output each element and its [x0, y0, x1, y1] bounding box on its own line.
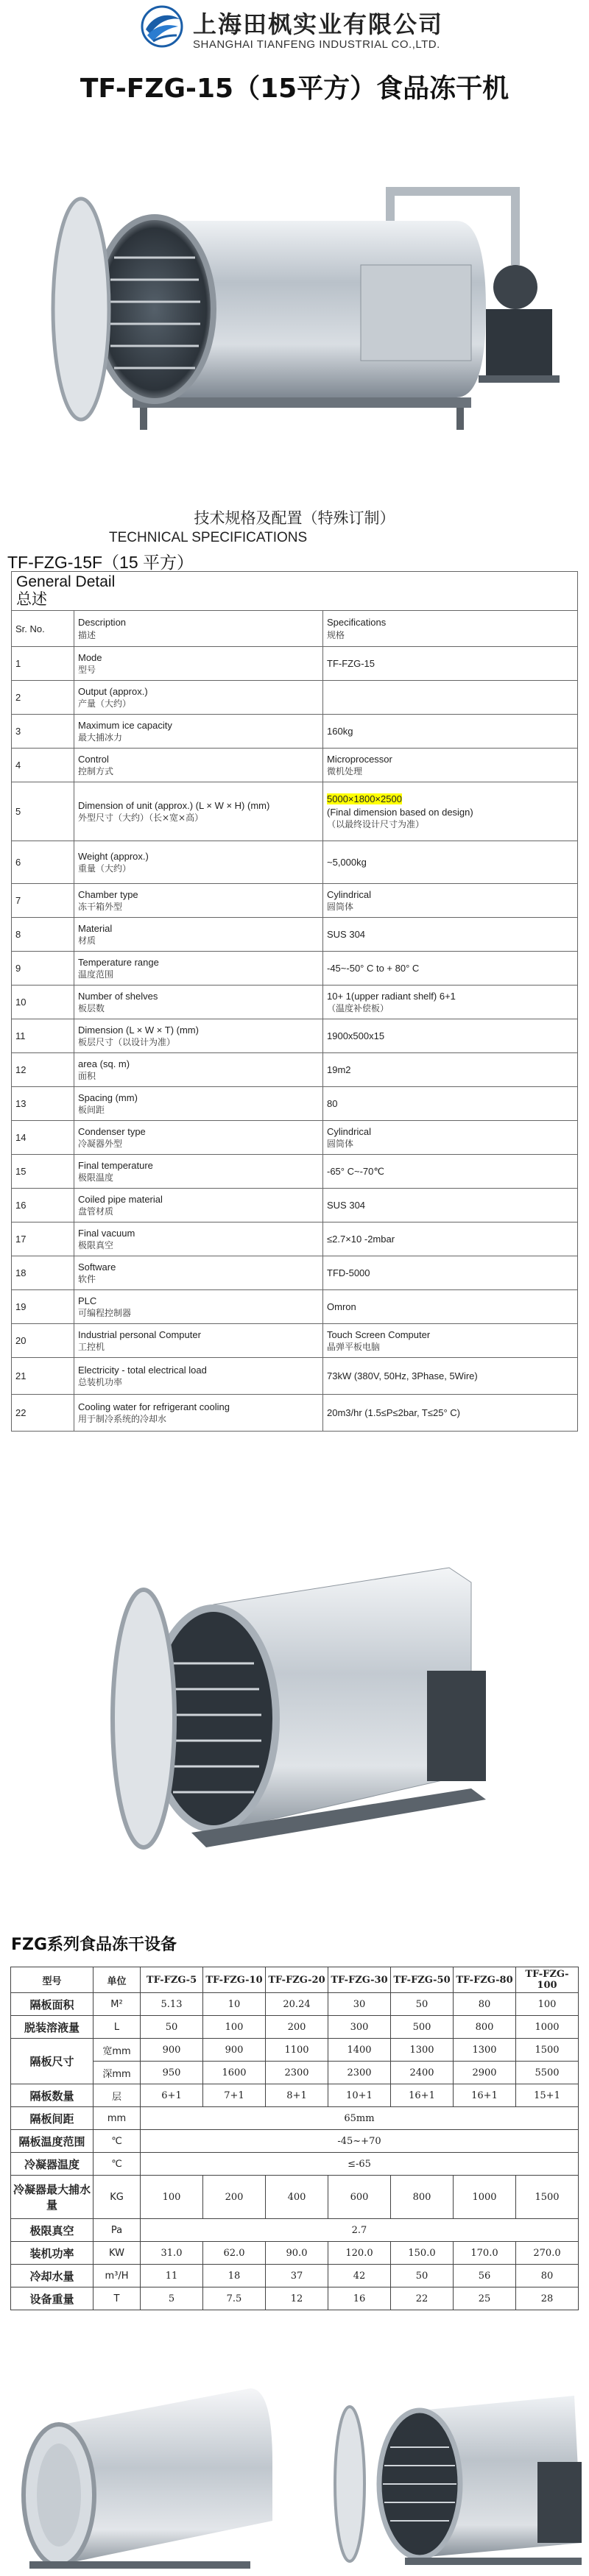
cell: 900 — [203, 2039, 266, 2062]
row-desc-en: Coiled pipe material — [78, 1193, 163, 1205]
row-no: 6 — [12, 841, 74, 884]
cell: 120.0 — [328, 2242, 391, 2265]
general-detail-label-cn: 总述 — [16, 591, 47, 609]
row-spec-en: Touch Screen Computer — [327, 1328, 431, 1340]
dimension-highlight: 5000×1800×2500 — [327, 793, 402, 805]
row-spec: TFD-5000 — [323, 1256, 578, 1290]
row-no: 22 — [12, 1395, 74, 1432]
row-desc — [74, 841, 323, 884]
cell: 100 — [203, 2016, 266, 2039]
model-header: TF-FZG-20 — [266, 1967, 328, 1993]
spec-model-line: TF-FZG-15F（15 平方） — [7, 553, 194, 572]
cell: 1400 — [328, 2039, 391, 2062]
row-label: 设备重量 — [11, 2287, 94, 2310]
row-desc-en: Chamber type — [78, 888, 138, 900]
freeze-dryer-photo-1 — [44, 177, 560, 449]
cell: 200 — [266, 2016, 328, 2039]
row-spec — [323, 1121, 578, 1155]
cell: 900 — [141, 2039, 203, 2062]
row-desc-en: Output (approx.) — [78, 685, 148, 697]
cell: 150.0 — [391, 2242, 454, 2265]
row-no: 4 — [12, 749, 74, 782]
row-desc-en: Software — [78, 1261, 116, 1273]
row-no: 2 — [12, 681, 74, 715]
fzg-row — [11, 2039, 579, 2062]
row-no: 9 — [12, 952, 74, 986]
spec-row — [12, 841, 578, 884]
row-unit: L — [94, 2016, 141, 2039]
spec-title-en: TECHNICAL SPECIFICATIONS — [109, 530, 308, 545]
cell: 2300 — [266, 2062, 328, 2084]
row-desc-en: Weight (approx.) — [78, 850, 149, 862]
row-desc — [74, 782, 323, 841]
row-desc-en: Condenser type — [78, 1125, 146, 1137]
row-desc — [74, 918, 323, 952]
row-desc — [74, 749, 323, 782]
col-model: 型号 — [11, 1967, 94, 1993]
spec-row — [12, 1358, 578, 1395]
cell: 12 — [266, 2287, 328, 2310]
row-desc-en: Final temperature — [78, 1159, 153, 1171]
row-desc — [74, 952, 323, 986]
cell: 6+1 — [141, 2084, 203, 2107]
cell: 16 — [328, 2287, 391, 2310]
fzg-row — [11, 2130, 579, 2153]
row-desc — [74, 647, 323, 681]
spec-row — [12, 1155, 578, 1189]
row-no: 17 — [12, 1222, 74, 1256]
span-cell: 2.7 — [141, 2219, 579, 2242]
cell: 50 — [391, 2265, 454, 2287]
row-no: 5 — [12, 782, 74, 841]
cell: 42 — [328, 2265, 391, 2287]
cell: 1000 — [454, 2176, 516, 2219]
cell: 50 — [391, 1993, 454, 2016]
row-desc-en: Electricity - total electrical load — [78, 1364, 207, 1376]
row-desc-en: Industrial personal Computer — [78, 1328, 201, 1340]
cell: 400 — [266, 2176, 328, 2219]
row-desc — [74, 1324, 323, 1358]
row-spec: ~5,000kg — [323, 841, 578, 884]
row-label: 隔板温度范围 — [11, 2130, 94, 2153]
row-desc-cn: 用于制冷系统的冷却水 — [78, 1414, 167, 1425]
cell: 25 — [454, 2287, 516, 2310]
page-header — [0, 0, 589, 103]
row-spec-en: Cylindrical — [327, 1125, 371, 1137]
company-name-en: SHANGHAI TIANFENG INDUSTRIAL CO.,LTD. — [193, 38, 440, 51]
row-no: 14 — [12, 1121, 74, 1155]
row-desc — [74, 1189, 323, 1222]
cell: 8+1 — [266, 2084, 328, 2107]
row-no: 1 — [12, 647, 74, 681]
fzg-header-row — [11, 1967, 579, 1993]
row-label: 隔板数量 — [11, 2084, 94, 2107]
header-spec-cn: 规格 — [327, 629, 345, 640]
fzg-series-title: FZG系列食品冻干设备 — [11, 1936, 177, 1954]
product-title: TF-FZG-15（15平方）食品冻干机 — [80, 74, 509, 104]
row-desc-cn: 软件 — [78, 1274, 96, 1285]
fzg-row — [11, 2265, 579, 2287]
row-desc — [74, 1053, 323, 1087]
cell: 30 — [328, 1993, 391, 2016]
spec-row — [12, 918, 578, 952]
header-spec-en: Specifications — [327, 617, 387, 629]
row-desc — [74, 1358, 323, 1395]
general-detail-row — [12, 572, 578, 611]
fzg-row — [11, 2107, 579, 2130]
row-label: 极限真空 — [11, 2219, 94, 2242]
row-spec: 160kg — [323, 715, 578, 749]
cell: 7+1 — [203, 2084, 266, 2107]
freeze-dryer-photo-4 — [331, 2374, 589, 2576]
cell: 15+1 — [516, 2084, 579, 2107]
cell: 1300 — [391, 2039, 454, 2062]
fzg-row — [11, 2176, 579, 2219]
row-desc-en: Dimension of unit (approx.) (L × W × H) (mm) — [78, 799, 270, 811]
spec-table — [11, 571, 578, 1432]
row-desc-cn: 极限真空 — [78, 1240, 114, 1251]
cell: 1100 — [266, 2039, 328, 2062]
cell: 1500 — [516, 2176, 579, 2219]
row-spec: -45~-50° C to + 80° C — [323, 952, 578, 986]
cell: 950 — [141, 2062, 203, 2084]
cell: 1500 — [516, 2039, 579, 2062]
tianfeng-logo-icon — [140, 4, 184, 49]
cell: 5.13 — [141, 1993, 203, 2016]
row-desc-cn: 重量（大约） — [78, 863, 132, 874]
span-cell: -45~+70 — [141, 2130, 579, 2153]
row-spec — [323, 681, 578, 715]
row-desc — [74, 1290, 323, 1324]
row-desc-en: Material — [78, 922, 113, 934]
general-detail-label: General Detail — [16, 573, 116, 590]
row-desc-cn: 冻干箱外型 — [78, 902, 123, 913]
row-desc-cn: 可编程控制器 — [78, 1308, 132, 1319]
row-unit: Pa — [94, 2219, 141, 2242]
row-label: 冷却水量 — [11, 2265, 94, 2287]
spec-row — [12, 782, 578, 841]
row-desc-cn: 冷凝器外型 — [78, 1139, 123, 1150]
row-desc-cn: 工控机 — [78, 1342, 105, 1353]
row-desc-cn: 极限温度 — [78, 1172, 114, 1183]
row-unit: M² — [94, 1993, 141, 2016]
cell: 90.0 — [266, 2242, 328, 2265]
row-desc-cn: 板层数 — [78, 1003, 105, 1014]
row-unit: KW — [94, 2242, 141, 2265]
row-desc — [74, 1121, 323, 1155]
row-no: 3 — [12, 715, 74, 749]
row-unit: ℃ — [94, 2130, 141, 2153]
header-desc-cn: 描述 — [78, 629, 96, 640]
row-unit: m³/H — [94, 2265, 141, 2287]
model-header: TF-FZG-30 — [328, 1967, 391, 1993]
spec-row — [12, 715, 578, 749]
row-spec — [323, 1324, 578, 1358]
row-desc — [74, 1155, 323, 1189]
row-desc-cn: 型号 — [78, 665, 96, 676]
row-label: 隔板尺寸 — [11, 2039, 94, 2084]
row-spec: SUS 304 — [323, 1189, 578, 1222]
spec-row — [12, 1087, 578, 1121]
row-spec: TF-FZG-15 — [323, 647, 578, 681]
row-label: 脱装溶液量 — [11, 2016, 94, 2039]
row-desc — [74, 1395, 323, 1432]
row-desc-cn: 控制方式 — [78, 766, 114, 777]
row-no: 10 — [12, 986, 74, 1019]
row-no: 16 — [12, 1189, 74, 1222]
row-spec — [323, 986, 578, 1019]
row-label: 隔板面积 — [11, 1993, 94, 2016]
cell: 80 — [516, 2265, 579, 2287]
cell: 1600 — [203, 2062, 266, 2084]
spec-row — [12, 952, 578, 986]
row-desc-cn: 最大捕冰力 — [78, 732, 123, 743]
fzg-row — [11, 2219, 579, 2242]
header-desc-en: Description — [78, 617, 127, 629]
fzg-series-table — [10, 1967, 579, 2310]
freeze-dryer-photo-2 — [103, 1553, 501, 1877]
row-label: 冷凝器温度 — [11, 2153, 94, 2176]
row-desc-cn: 面积 — [78, 1071, 96, 1082]
col-unit: 单位 — [94, 1967, 141, 1993]
cell: 50 — [141, 2016, 203, 2039]
row-desc-cn: 板间距 — [78, 1105, 105, 1116]
row-spec: SUS 304 — [323, 918, 578, 952]
row-desc — [74, 681, 323, 715]
row-unit: mm — [94, 2107, 141, 2130]
general-detail-cell — [12, 572, 578, 611]
row-spec: ≤2.7×10 -2mbar — [323, 1222, 578, 1256]
row-spec-en: Microprocessor — [327, 753, 392, 765]
spec-row — [12, 1019, 578, 1053]
model-header: TF-FZG-5 — [141, 1967, 203, 1993]
row-spec-cn: 圆筒体 — [327, 902, 354, 913]
row-desc-cn: 总装机功率 — [78, 1377, 123, 1388]
cell: 7.5 — [203, 2287, 266, 2310]
cell: 80 — [454, 1993, 516, 2016]
row-label: 装机功率 — [11, 2242, 94, 2265]
fzg-row — [11, 1993, 579, 2016]
fzg-row — [11, 2016, 579, 2039]
cell: 5500 — [516, 2062, 579, 2084]
fzg-row — [11, 2242, 579, 2265]
spec-header-row — [12, 611, 578, 647]
row-unit: KG — [94, 2176, 141, 2219]
spec-row — [12, 884, 578, 918]
cell: 300 — [328, 2016, 391, 2039]
spec-row — [12, 749, 578, 782]
row-spec-note: (Final dimension based on design) — [327, 806, 473, 818]
cell: 11 — [141, 2265, 203, 2287]
cell: 37 — [266, 2265, 328, 2287]
model-header: TF-FZG-100 — [516, 1967, 579, 1993]
spec-row — [12, 1324, 578, 1358]
row-desc-cn: 材质 — [78, 935, 96, 946]
row-desc — [74, 1222, 323, 1256]
row-desc-en: Number of shelves — [78, 990, 158, 1002]
cell: 31.0 — [141, 2242, 203, 2265]
fzg-row — [11, 2153, 579, 2176]
row-spec: 19m2 — [323, 1053, 578, 1087]
row-desc-en: Temperature range — [78, 956, 159, 968]
cell: 10 — [203, 1993, 266, 2016]
row-desc — [74, 884, 323, 918]
row-desc-en: Maximum ice capacity — [78, 719, 172, 731]
row-spec-en: Cylindrical — [327, 888, 371, 900]
row-desc — [74, 1256, 323, 1290]
cell: 1000 — [516, 2016, 579, 2039]
cell: 22 — [391, 2287, 454, 2310]
spec-row — [12, 1189, 578, 1222]
row-spec: Omron — [323, 1290, 578, 1324]
row-no: 8 — [12, 918, 74, 952]
row-label: 冷凝器最大捕水量 — [11, 2176, 94, 2219]
row-no: 7 — [12, 884, 74, 918]
header-desc — [74, 611, 323, 647]
row-spec-cn: （以最终设计尺寸为准） — [327, 819, 425, 830]
cell: 200 — [203, 2176, 266, 2219]
row-desc-en: Mode — [78, 651, 102, 663]
row-unit: T — [94, 2287, 141, 2310]
cell: 28 — [516, 2287, 579, 2310]
row-label: 隔板间距 — [11, 2107, 94, 2130]
spec-row — [12, 647, 578, 681]
cell: 800 — [391, 2176, 454, 2219]
cell: 100 — [516, 1993, 579, 2016]
span-cell: 65mm — [141, 2107, 579, 2130]
row-desc — [74, 1087, 323, 1121]
row-desc-en: area (sq. m) — [78, 1058, 130, 1069]
row-spec-en: 10+ 1(upper radiant shelf) 6+1 — [327, 990, 456, 1002]
row-desc — [74, 715, 323, 749]
spec-row — [12, 1222, 578, 1256]
row-desc-en: Spacing (mm) — [78, 1091, 138, 1103]
row-desc-cn: 外型尺寸（大约）（长×宽×高） — [78, 813, 204, 824]
cell: 16+1 — [454, 2084, 516, 2107]
row-desc-cn: 产量（大约） — [78, 698, 132, 710]
row-unit: 宽mm — [94, 2039, 141, 2062]
cell: 600 — [328, 2176, 391, 2219]
row-spec-cn: （温度补偿板） — [327, 1003, 389, 1014]
row-no: 12 — [12, 1053, 74, 1087]
row-desc-en: Control — [78, 753, 109, 765]
row-spec — [323, 749, 578, 782]
cell: 2900 — [454, 2062, 516, 2084]
row-no: 13 — [12, 1087, 74, 1121]
spec-row — [12, 986, 578, 1019]
row-spec-cn: 晶弹平板电脑 — [327, 1342, 381, 1353]
cell: 5 — [141, 2287, 203, 2310]
row-no: 21 — [12, 1358, 74, 1395]
cell: 2400 — [391, 2062, 454, 2084]
row-no: 19 — [12, 1290, 74, 1324]
row-desc — [74, 986, 323, 1019]
cell: 2300 — [328, 2062, 391, 2084]
row-spec-cn: 微机处理 — [327, 766, 363, 777]
row-desc-cn: 盘管材质 — [78, 1206, 114, 1217]
cell: 16+1 — [391, 2084, 454, 2107]
row-desc-en: Dimension (L × W × T) (mm) — [78, 1024, 199, 1036]
cell: 1300 — [454, 2039, 516, 2062]
fzg-row — [11, 2062, 579, 2084]
spec-title-cn: 技术规格及配置（特殊订制） — [194, 509, 395, 527]
row-spec: 20m3/hr (1.5≤P≤2bar, T≤25° C) — [323, 1395, 578, 1432]
row-no: 18 — [12, 1256, 74, 1290]
fzg-row — [11, 2084, 579, 2107]
cell: 500 — [391, 2016, 454, 2039]
row-unit: 层 — [94, 2084, 141, 2107]
row-no: 20 — [12, 1324, 74, 1358]
row-spec — [323, 782, 578, 841]
model-header: TF-FZG-80 — [454, 1967, 516, 1993]
row-desc — [74, 1019, 323, 1053]
row-no: 11 — [12, 1019, 74, 1053]
cell: 270.0 — [516, 2242, 579, 2265]
row-desc-en: Cooling water for refrigerant cooling — [78, 1401, 230, 1412]
model-header: TF-FZG-10 — [203, 1967, 266, 1993]
spec-row — [12, 1395, 578, 1432]
cell: 100 — [141, 2176, 203, 2219]
row-unit: ℃ — [94, 2153, 141, 2176]
row-desc-cn: 板层尺寸（以设计为准） — [78, 1037, 176, 1048]
spec-row — [12, 681, 578, 715]
cell: 10+1 — [328, 2084, 391, 2107]
spec-row — [12, 1053, 578, 1087]
row-desc-en: PLC — [78, 1295, 97, 1306]
fzg-row — [11, 2287, 579, 2310]
row-desc-cn: 温度范围 — [78, 969, 114, 980]
row-spec: 80 — [323, 1087, 578, 1121]
row-spec: 1900x500x15 — [323, 1019, 578, 1053]
row-spec: 73kW (380V, 50Hz, 3Phase, 5Wire) — [323, 1358, 578, 1395]
row-no: 15 — [12, 1155, 74, 1189]
row-spec-cn: 圆筒体 — [327, 1139, 354, 1150]
cell: 170.0 — [454, 2242, 516, 2265]
model-header: TF-FZG-50 — [391, 1967, 454, 1993]
header-no: Sr. No. — [12, 611, 74, 647]
company-name-cn: 上海田枫实业有限公司 — [193, 10, 444, 38]
spec-row — [12, 1121, 578, 1155]
cell: 18 — [203, 2265, 266, 2287]
cell: 20.24 — [266, 1993, 328, 2016]
header-spec — [323, 611, 578, 647]
row-unit: 深mm — [94, 2062, 141, 2084]
row-spec: -65° C~-70℃ — [323, 1155, 578, 1189]
spec-row — [12, 1290, 578, 1324]
freeze-dryer-photo-3 — [0, 2374, 280, 2576]
cell: 56 — [454, 2265, 516, 2287]
cell: 62.0 — [203, 2242, 266, 2265]
cell: 800 — [454, 2016, 516, 2039]
row-desc-en: Final vacuum — [78, 1227, 135, 1239]
span-cell: ≤-65 — [141, 2153, 579, 2176]
row-spec — [323, 884, 578, 918]
spec-row — [12, 1256, 578, 1290]
